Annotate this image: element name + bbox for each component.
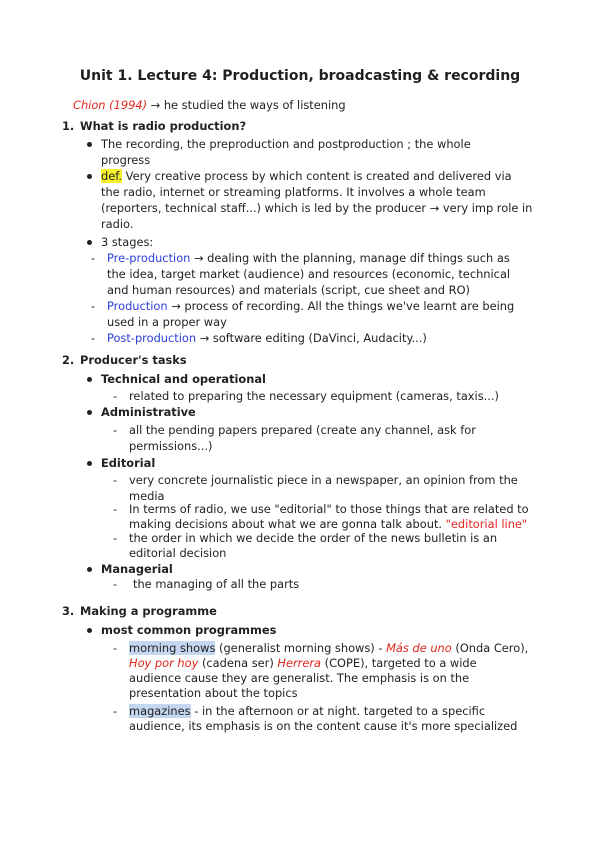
chion-citation: Chion (1994) (73, 98, 148, 112)
dash-icon: - (91, 299, 96, 313)
s1-def-line-2: the radio, internet or streaming platforms. It involves a whole team (101, 185, 486, 199)
administrative-item-line-1: all the pending papers prepared (create any channel, ask for (129, 423, 476, 437)
morning-shows-term: morning shows (129, 641, 216, 655)
editorial-item-1-line-1: very concrete journalistic piece in a newspaper, an opinion from the (129, 473, 518, 487)
technical-operational-label: Technical and operational (101, 372, 266, 386)
dash-icon: - (113, 704, 118, 718)
morning-shows-line-4: presentation about the topics (129, 686, 298, 700)
dash-icon: - (91, 331, 96, 345)
bullet-icon (87, 410, 92, 415)
morning-shows-line-3: audience cause they are generalist. The emphasis is on the (129, 671, 470, 685)
bullet-icon (87, 240, 92, 245)
pre-production-line-3: and human resources) and materials (script, cue sheet and RO) (107, 283, 470, 297)
mas-de-uno: Más de uno (386, 641, 452, 655)
dash-icon: - (113, 502, 118, 516)
post-production-line: Post-production → software editing (DaVinci, Audacity...) (107, 331, 427, 345)
bullet-icon (87, 461, 92, 466)
pre-production-label: Pre-production (107, 251, 191, 265)
magazines-line-2: audience, its emphasis is on the content cause it's more specialized (129, 719, 518, 733)
common-programmes-label: most common programmes (101, 623, 277, 637)
editorial-item-2-line-2: making decisions about what we are gonna talk about. "editorial line" (129, 517, 528, 531)
managerial-label: Managerial (101, 562, 173, 576)
editorial-item-2-line-1: In terms of radio, we use "editorial" to those things that are related to (129, 502, 529, 516)
production-line-1: Production → process of recording. All the things we've learnt are being (107, 299, 515, 313)
editorial-item-3-line-1: the order in which we decide the order of the news bulletin is an (129, 531, 498, 545)
dash-icon: - (113, 577, 118, 591)
pre-production-line-1: Pre-production → dealing with the planning, manage dif things such as (107, 251, 510, 265)
herrera: Herrera (277, 656, 322, 670)
s1-bullet-1-line-1: The recording, the preproduction and postproduction ; the whole (101, 137, 471, 151)
technical-item: related to preparing the necessary equipment (cameras, taxis...) (129, 389, 499, 403)
editorial-line-term: "editorial line" (445, 517, 528, 531)
section-2-heading: Producer's tasks (80, 353, 187, 367)
production-label: Production (107, 299, 168, 313)
s1-def-line-4: radio. (101, 217, 134, 231)
pre-production-line-2: the idea, target market (audience) and resources (economic, technical (107, 267, 511, 281)
dash-icon: - (113, 389, 118, 403)
chion-text: → he studied the ways of listening (147, 98, 346, 112)
chion-line (73, 97, 346, 113)
s1-def-line-3: (reporters, technical staff...) which is led by the producer → very imp role in (101, 201, 533, 215)
editorial-item-3-line-2: editorial decision (129, 546, 227, 560)
dash-icon: - (113, 423, 118, 437)
editorial-item-1-line-2: media (129, 489, 165, 503)
managerial-item: the managing of all the parts (133, 577, 300, 591)
post-production-label: Post-production (107, 331, 197, 345)
dash-icon: - (91, 251, 96, 265)
morning-shows-line-2: Hoy por hoy (cadena ser) Herrera (COPE), targeted to a wide (129, 656, 477, 670)
s1-bullet-1-line-2: progress (101, 153, 151, 167)
bullet-icon (87, 174, 92, 179)
section-1-heading: What is radio production? (80, 119, 247, 133)
bullet-icon (87, 142, 92, 147)
s1-stages-label: 3 stages: (101, 235, 154, 249)
section-3-heading: Making a programme (80, 604, 217, 618)
dash-icon: - (113, 641, 118, 655)
section-1-number: 1. (62, 119, 75, 133)
section-3-number: 3. (62, 604, 75, 618)
hoy-por-hoy: Hoy por hoy (129, 656, 199, 670)
production-line-2: used in a proper way (107, 315, 227, 329)
magazines-term: magazines (129, 704, 191, 718)
dash-icon: - (113, 531, 118, 545)
section-2-number: 2. (62, 353, 75, 367)
bullet-icon (87, 377, 92, 382)
bullet-icon (87, 628, 92, 633)
page-title: Unit 1. Lecture 4: Production, broadcasting & recording (79, 68, 521, 84)
magazines-line-1: magazines - in the afternoon or at night. targeted to a specific (129, 704, 486, 718)
dash-icon: - (113, 473, 118, 487)
editorial-label: Editorial (101, 456, 156, 470)
morning-shows-line-1: morning shows (generalist morning shows) - Más de uno (Onda Cero), (129, 641, 529, 655)
administrative-item-line-2: permissions...) (129, 439, 213, 453)
s1-def-line-1: def. Very creative process by which content is created and delivered via (101, 169, 512, 183)
administrative-label: Administrative (101, 405, 196, 419)
def-label: def. (101, 169, 123, 183)
bullet-icon (87, 567, 92, 572)
